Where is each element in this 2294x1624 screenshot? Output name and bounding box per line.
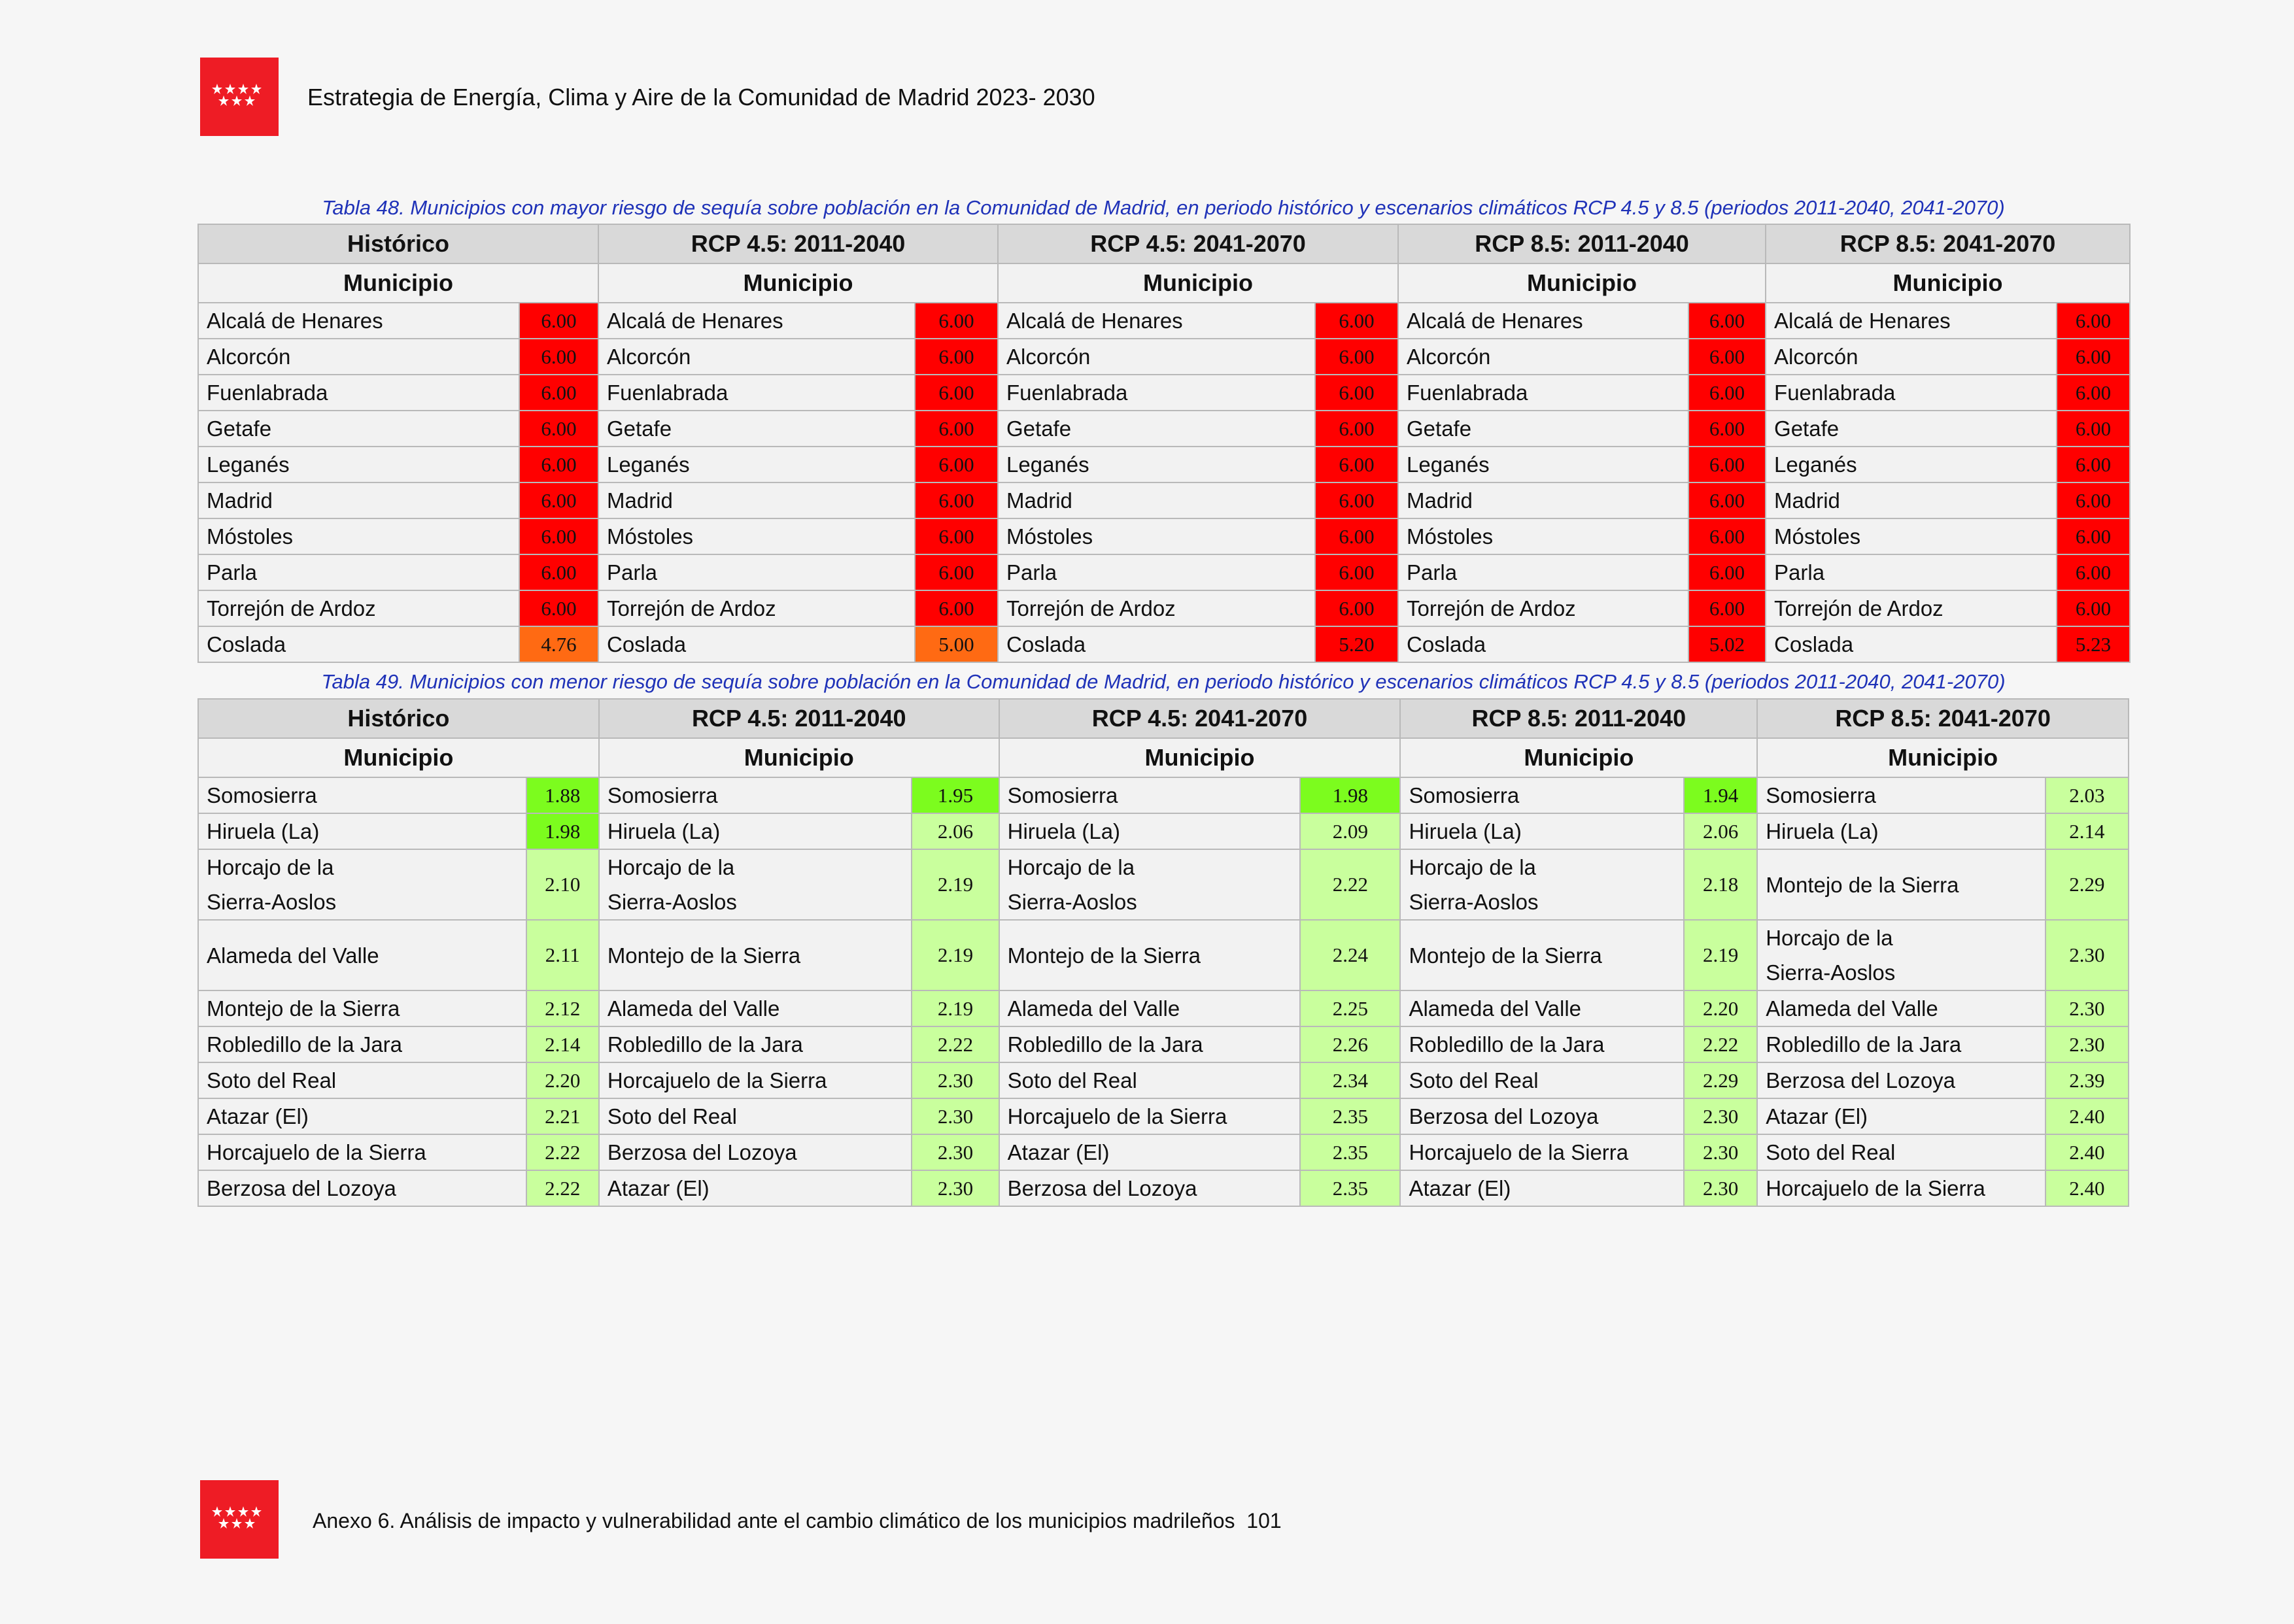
risk-value: 6.00 (915, 411, 998, 447)
risk-value: 6.00 (1688, 339, 1766, 375)
municipality-name: Alcorcón (598, 339, 915, 375)
municipality-name: Robledillo de la Jara (1757, 1026, 2046, 1062)
risk-value: 6.00 (1315, 554, 1398, 590)
risk-value: 6.00 (915, 375, 998, 411)
municipality-name: Coslada (598, 626, 915, 662)
municipality-name: Getafe (198, 411, 519, 447)
municipality-name-line: Sierra-Aoslos (207, 890, 337, 914)
risk-value: 2.35 (1300, 1134, 1400, 1170)
period-header: Histórico (198, 224, 598, 263)
municipality-name: Parla (198, 554, 519, 590)
table48-caption: Tabla 48. Municipios con mayor riesgo de sequía sobre población en la Comunidad de Madrid, en periodo histórico y escenarios climáticos RCP 4.5 y 8.5 (periodos 2011-2040, 2041-2070) (322, 196, 2005, 219)
risk-value: 2.30 (912, 1098, 999, 1134)
risk-value: 2.22 (912, 1026, 999, 1062)
risk-value: 4.76 (519, 626, 598, 662)
municipality-name: Alcalá de Henares (598, 303, 915, 339)
risk-value: 2.29 (1684, 1062, 1757, 1098)
page-number: 101 (1246, 1509, 1282, 1532)
risk-value: 2.22 (526, 1134, 599, 1170)
risk-value: 6.00 (519, 447, 598, 482)
municipality-name: Móstoles (998, 518, 1315, 554)
risk-value: 1.95 (912, 777, 999, 813)
municipality-name (599, 849, 912, 920)
risk-value: 6.00 (1315, 482, 1398, 518)
risk-value: 6.00 (1688, 590, 1766, 626)
risk-value: 2.30 (912, 1134, 999, 1170)
risk-value: 6.00 (2057, 518, 2130, 554)
risk-value: 6.00 (519, 339, 598, 375)
table-row (198, 777, 2129, 813)
document-title: Estrategia de Energía, Clima y Aire de la Comunidad de Madrid 2023- 2030 (307, 84, 1095, 110)
risk-value: 2.22 (1300, 849, 1400, 920)
municipio-header: Municipio (998, 263, 1398, 303)
period-header: RCP 4.5: 2041-2070 (999, 699, 1401, 738)
risk-value: 6.00 (1688, 303, 1766, 339)
municipality-name: Leganés (1766, 447, 2057, 482)
municipality-name: Somosierra (1400, 777, 1684, 813)
municipio-header: Municipio (198, 263, 598, 303)
municipality-name: Fuenlabrada (1398, 375, 1688, 411)
municipality-name-line: Horcajo de la (1766, 926, 1893, 950)
municipality-name: Getafe (1766, 411, 2057, 447)
municipio-header: Municipio (598, 263, 998, 303)
municipality-name: Atazar (El) (599, 1170, 912, 1206)
municipality-name: Madrid (998, 482, 1315, 518)
risk-value: 6.00 (915, 482, 998, 518)
table-row (198, 626, 2130, 662)
period-header: Histórico (198, 699, 599, 738)
municipality-name: Alcalá de Henares (1398, 303, 1688, 339)
risk-value: 2.06 (912, 813, 999, 849)
risk-value: 2.30 (1684, 1098, 1757, 1134)
risk-value: 6.00 (519, 303, 598, 339)
municipality-name: Soto del Real (599, 1098, 912, 1134)
risk-value: 6.00 (2057, 447, 2130, 482)
risk-value: 2.18 (1684, 849, 1757, 920)
period-header: RCP 4.5: 2011-2040 (598, 224, 998, 263)
municipality-name: Móstoles (598, 518, 915, 554)
star-icon (200, 58, 279, 136)
risk-value: 2.40 (2046, 1098, 2129, 1134)
table-row (198, 1170, 2129, 1206)
page-footer (313, 1509, 1282, 1533)
risk-value: 2.35 (1300, 1098, 1400, 1134)
municipality-name-line: Sierra-Aoslos (1766, 960, 1896, 985)
municipality-name: Alcalá de Henares (1766, 303, 2057, 339)
risk-value: 6.00 (1315, 303, 1398, 339)
municipality-name: Soto del Real (1757, 1134, 2046, 1170)
municipality-name: Somosierra (999, 777, 1301, 813)
comunidad-madrid-logo-footer (200, 1480, 279, 1559)
municipality-name: Alcorcón (998, 339, 1315, 375)
risk-value: 2.09 (1300, 813, 1400, 849)
municipality-name (1757, 920, 2046, 990)
municipality-name: Horcajuelo de la Sierra (1400, 1134, 1684, 1170)
risk-value: 6.00 (2057, 303, 2130, 339)
table-row (198, 518, 2130, 554)
risk-value: 6.00 (2057, 554, 2130, 590)
table-row (198, 411, 2130, 447)
municipality-name-line: Horcajo de la (607, 855, 735, 879)
municipality-name: Montejo de la Sierra (599, 920, 912, 990)
municipality-name: Fuenlabrada (198, 375, 519, 411)
municipality-name: Hiruela (La) (198, 813, 526, 849)
risk-value: 6.00 (1315, 375, 1398, 411)
municipality-name: Getafe (998, 411, 1315, 447)
municipality-name: Montejo de la Sierra (198, 990, 526, 1026)
table-row (198, 590, 2130, 626)
risk-value: 2.22 (1684, 1026, 1757, 1062)
risk-value: 2.30 (912, 1062, 999, 1098)
table-row (198, 813, 2129, 849)
risk-value: 2.30 (1684, 1134, 1757, 1170)
municipality-name: Berzosa del Lozoya (1400, 1098, 1684, 1134)
table-row (198, 1098, 2129, 1134)
table-row (198, 1026, 2129, 1062)
comunidad-madrid-logo (200, 58, 279, 136)
municipio-header: Municipio (198, 738, 599, 777)
period-header: RCP 8.5: 2011-2040 (1400, 699, 1757, 738)
municipality-name: Alcalá de Henares (998, 303, 1315, 339)
risk-value: 6.00 (519, 518, 598, 554)
municipality-name (1400, 849, 1684, 920)
risk-value: 2.30 (1684, 1170, 1757, 1206)
municipality-name: Alcalá de Henares (198, 303, 519, 339)
table49-lowest-drought-risk (197, 698, 2129, 1207)
municipality-name: Alcorcón (198, 339, 519, 375)
municipality-name: Coslada (998, 626, 1315, 662)
risk-value: 2.19 (912, 990, 999, 1026)
municipality-name-line: Horcajo de la (207, 855, 334, 879)
risk-value: 6.00 (1315, 518, 1398, 554)
risk-value: 2.14 (2046, 813, 2129, 849)
risk-value: 2.40 (2046, 1170, 2129, 1206)
municipality-name: Robledillo de la Jara (599, 1026, 912, 1062)
municipality-name: Hiruela (La) (1400, 813, 1684, 849)
municipio-header: Municipio (1400, 738, 1757, 777)
municipality-name: Parla (598, 554, 915, 590)
municipio-header: Municipio (999, 738, 1401, 777)
risk-value: 6.00 (1688, 482, 1766, 518)
risk-value: 2.39 (2046, 1062, 2129, 1098)
municipality-name: Leganés (998, 447, 1315, 482)
municipality-name: Alameda del Valle (1757, 990, 2046, 1026)
risk-value: 1.94 (1684, 777, 1757, 813)
table-row (198, 990, 2129, 1026)
municipality-name: Horcajuelo de la Sierra (198, 1134, 526, 1170)
municipality-name-line: Horcajo de la (1007, 855, 1135, 879)
risk-value: 2.19 (1684, 920, 1757, 990)
risk-value: 2.22 (526, 1170, 599, 1206)
municipality-name: Móstoles (1398, 518, 1688, 554)
municipality-name: Somosierra (599, 777, 912, 813)
risk-value: 2.30 (2046, 920, 2129, 990)
municipality-name: Berzosa del Lozoya (999, 1170, 1301, 1206)
risk-value: 6.00 (1688, 375, 1766, 411)
municipality-name: Alameda del Valle (599, 990, 912, 1026)
risk-value: 1.98 (1300, 777, 1400, 813)
municipality-name: Robledillo de la Jara (1400, 1026, 1684, 1062)
municipality-name: Alcorcón (1398, 339, 1688, 375)
municipality-name: Atazar (El) (999, 1134, 1301, 1170)
table-row (198, 339, 2130, 375)
municipality-name: Atazar (El) (1757, 1098, 2046, 1134)
risk-value: 2.34 (1300, 1062, 1400, 1098)
risk-value: 6.00 (915, 518, 998, 554)
risk-value: 1.88 (526, 777, 599, 813)
risk-value: 6.00 (915, 303, 998, 339)
municipality-name: Leganés (1398, 447, 1688, 482)
municipality-name: Berzosa del Lozoya (599, 1134, 912, 1170)
municipio-header: Municipio (1398, 263, 1766, 303)
risk-value: 2.25 (1300, 990, 1400, 1026)
footer-section-title: Anexo 6. Análisis de impacto y vulnerabilidad ante el cambio climático de los municipios madrileños (313, 1509, 1235, 1532)
risk-value: 6.00 (2057, 411, 2130, 447)
table-row (198, 920, 2129, 990)
risk-value: 6.00 (519, 482, 598, 518)
municipality-name: Robledillo de la Jara (198, 1026, 526, 1062)
municipality-name-line: Sierra-Aoslos (1007, 890, 1137, 914)
risk-value: 6.00 (1315, 590, 1398, 626)
period-header: RCP 8.5: 2011-2040 (1398, 224, 1766, 263)
risk-value: 5.20 (1315, 626, 1398, 662)
municipality-name: Madrid (598, 482, 915, 518)
municipality-name: Torrejón de Ardoz (1766, 590, 2057, 626)
risk-value: 6.00 (519, 590, 598, 626)
risk-value: 2.10 (526, 849, 599, 920)
municipality-name: Alameda del Valle (999, 990, 1301, 1026)
risk-value: 2.26 (1300, 1026, 1400, 1062)
risk-value: 2.19 (912, 920, 999, 990)
risk-value: 6.00 (1688, 518, 1766, 554)
risk-value: 6.00 (915, 590, 998, 626)
municipality-name: Atazar (El) (198, 1098, 526, 1134)
table49-caption: Tabla 49. Municipios con menor riesgo de sequía sobre población en la Comunidad de Madrid, en periodo histórico y escenarios climáticos RCP 4.5 y 8.5 (periodos 2011-2040, 2041-2070) (321, 670, 2006, 693)
risk-value: 6.00 (1315, 339, 1398, 375)
municipality-name: Hiruela (La) (1757, 813, 2046, 849)
municipality-name: Berzosa del Lozoya (1757, 1062, 2046, 1098)
municipality-name: Coslada (198, 626, 519, 662)
period-header: RCP 8.5: 2041-2070 (1757, 699, 2129, 738)
risk-value: 6.00 (2057, 339, 2130, 375)
municipality-name: Horcajuelo de la Sierra (599, 1062, 912, 1098)
municipality-name: Atazar (El) (1400, 1170, 1684, 1206)
risk-value: 6.00 (1688, 554, 1766, 590)
star-icon (200, 1480, 279, 1559)
municipality-name: Soto del Real (198, 1062, 526, 1098)
table-row (198, 375, 2130, 411)
table-row (198, 849, 2129, 920)
risk-value: 6.00 (519, 554, 598, 590)
risk-value: 2.29 (2046, 849, 2129, 920)
municipality-name: Fuenlabrada (998, 375, 1315, 411)
risk-value: 2.12 (526, 990, 599, 1026)
period-header: RCP 4.5: 2041-2070 (998, 224, 1398, 263)
subheader-row (198, 263, 2130, 303)
risk-value: 1.98 (526, 813, 599, 849)
municipality-name (198, 849, 526, 920)
municipality-name: Torrejón de Ardoz (998, 590, 1315, 626)
risk-value: 2.40 (2046, 1134, 2129, 1170)
municipality-name: Getafe (598, 411, 915, 447)
municipality-name: Hiruela (La) (999, 813, 1301, 849)
risk-value: 5.02 (1688, 626, 1766, 662)
risk-value: 6.00 (519, 411, 598, 447)
municipality-name: Montejo de la Sierra (1400, 920, 1684, 990)
risk-value: 6.00 (2057, 375, 2130, 411)
risk-value: 6.00 (1315, 411, 1398, 447)
municipality-name-line: Horcajo de la (1409, 855, 1536, 879)
table-row (198, 554, 2130, 590)
period-header: RCP 4.5: 2011-2040 (599, 699, 999, 738)
municipality-name: Móstoles (198, 518, 519, 554)
municipality-name: Horcajuelo de la Sierra (999, 1098, 1301, 1134)
risk-value: 6.00 (1688, 411, 1766, 447)
municipality-name: Hiruela (La) (599, 813, 912, 849)
table-row (198, 447, 2130, 482)
risk-value: 6.00 (915, 447, 998, 482)
risk-value: 6.00 (915, 339, 998, 375)
municipio-header: Municipio (1757, 738, 2129, 777)
risk-value: 6.00 (2057, 590, 2130, 626)
municipality-name: Horcajuelo de la Sierra (1757, 1170, 2046, 1206)
table-row (198, 1062, 2129, 1098)
risk-value: 6.00 (1688, 447, 1766, 482)
risk-value: 2.14 (526, 1026, 599, 1062)
municipality-name-line: Sierra-Aoslos (607, 890, 737, 914)
municipality-name: Soto del Real (1400, 1062, 1684, 1098)
municipality-name: Madrid (198, 482, 519, 518)
period-header-row (198, 699, 2129, 738)
municipality-name: Montejo de la Sierra (1757, 849, 2046, 920)
risk-value: 2.30 (912, 1170, 999, 1206)
subheader-row (198, 738, 2129, 777)
municipality-name: Alcorcón (1766, 339, 2057, 375)
period-header-row (198, 224, 2130, 263)
municipality-name: Parla (998, 554, 1315, 590)
municipality-name: Parla (1766, 554, 2057, 590)
risk-value: 2.06 (1684, 813, 1757, 849)
municipality-name: Coslada (1766, 626, 2057, 662)
risk-value: 2.11 (526, 920, 599, 990)
risk-value: 2.30 (2046, 990, 2129, 1026)
risk-value: 6.00 (1315, 447, 1398, 482)
municipality-name: Torrejón de Ardoz (1398, 590, 1688, 626)
risk-value: 2.21 (526, 1098, 599, 1134)
table-row (198, 303, 2130, 339)
municipality-name: Somosierra (198, 777, 526, 813)
municipality-name: Alameda del Valle (198, 920, 526, 990)
municipality-name: Alameda del Valle (1400, 990, 1684, 1026)
municipality-name: Torrejón de Ardoz (198, 590, 519, 626)
municipality-name: Fuenlabrada (1766, 375, 2057, 411)
municipality-name: Leganés (598, 447, 915, 482)
municipality-name: Coslada (1398, 626, 1688, 662)
risk-value: 2.20 (526, 1062, 599, 1098)
municipality-name (999, 849, 1301, 920)
risk-value: 2.35 (1300, 1170, 1400, 1206)
risk-value: 2.24 (1300, 920, 1400, 990)
municipio-header: Municipio (1766, 263, 2130, 303)
municipio-header: Municipio (599, 738, 999, 777)
risk-value: 6.00 (2057, 482, 2130, 518)
municipality-name: Leganés (198, 447, 519, 482)
municipality-name: Móstoles (1766, 518, 2057, 554)
table-row (198, 1134, 2129, 1170)
risk-value: 2.30 (2046, 1026, 2129, 1062)
municipality-name: Soto del Real (999, 1062, 1301, 1098)
municipality-name: Madrid (1398, 482, 1688, 518)
municipality-name: Torrejón de Ardoz (598, 590, 915, 626)
municipality-name: Parla (1398, 554, 1688, 590)
table-row (198, 482, 2130, 518)
risk-value: 2.20 (1684, 990, 1757, 1026)
period-header: RCP 8.5: 2041-2070 (1766, 224, 2130, 263)
municipality-name: Berzosa del Lozoya (198, 1170, 526, 1206)
risk-value: 6.00 (519, 375, 598, 411)
risk-value: 6.00 (915, 554, 998, 590)
municipality-name: Fuenlabrada (598, 375, 915, 411)
risk-value: 2.03 (2046, 777, 2129, 813)
table48-highest-drought-risk (197, 224, 2131, 663)
risk-value: 5.23 (2057, 626, 2130, 662)
municipality-name: Somosierra (1757, 777, 2046, 813)
municipality-name: Getafe (1398, 411, 1688, 447)
risk-value: 5.00 (915, 626, 998, 662)
municipality-name: Robledillo de la Jara (999, 1026, 1301, 1062)
municipality-name-line: Sierra-Aoslos (1409, 890, 1539, 914)
risk-value: 2.19 (912, 849, 999, 920)
municipality-name: Madrid (1766, 482, 2057, 518)
municipality-name: Montejo de la Sierra (999, 920, 1301, 990)
